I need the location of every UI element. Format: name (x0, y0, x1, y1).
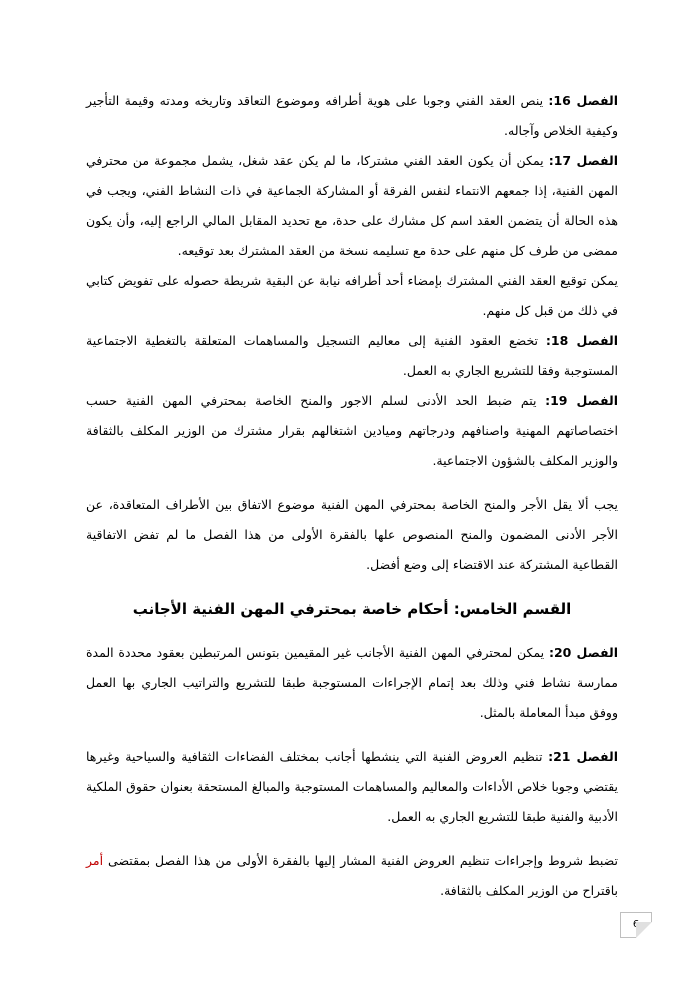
article-21-text: تنظيم العروض الفنية التي ينشطها أجانب بمختلف الفضاءات الثقافية والسياحية وغيرها يقتضي وجوبا خلاص الأداءات والمعاليم والمساهمات المستوجبة والمبالغ المستحقة بعنوان حقوق الملكية الأدبية والفنية طبقا للتشريع الجاري به العمل. (86, 749, 618, 824)
article-19 (86, 386, 618, 476)
article-21-label: الفصل 21: (548, 749, 618, 764)
article-19-text: يتم ضبط الحد الأدنى لسلم الاجور والمنح الخاصة بمحترفي المهن الفنية حسب اختصاصاتهم المهنية واصنافهم ودرجاتهم وميادين اشتغالهم بقرار مشترك من الوزير المكلف بالثقافة والوزير المكلف بالشؤون الاجتماعية. (86, 393, 618, 468)
section-heading: القسم الخامس: أحكام خاصة بمحترفي المهن الفنية الأجانب (132, 600, 572, 618)
decree-highlight: أمر (86, 853, 104, 868)
page-number: 6 (620, 912, 652, 938)
article-20-text: يمكن لمحترفي المهن الفنية الأجانب غير المقيمين بتونس المرتبطين بعقود محددة المدة ممارسة نشاط فني وذلك بعد إتمام الإجراءات المستوجبة طبقا للتشريع والتراتيب الجاري بها العمل ووفق مبدأ المعاملة بالمثل. (86, 645, 618, 720)
article-21-paragraph-2-after: باقتراح من الوزير المكلف بالثقافة. (440, 883, 618, 898)
article-19-label: الفصل 19: (545, 393, 618, 408)
article-17-paragraph-2 (86, 266, 618, 326)
article-16-text: ينص العقد الفني وجوبا على هوية أطرافه وموضوع التعاقد وتاريخه ومدته وقيمة التأجير وكيفية الخلاص وآجاله. (86, 93, 618, 138)
article-20-label: الفصل 20: (548, 645, 618, 660)
article-18-text: تخضع العقود الفنية إلى معاليم التسجيل والمساهمات المتعلقة بالتغطية الاجتماعية المستوجبة وفقا للتشريع الجاري به العمل. (86, 333, 618, 378)
article-17-paragraph-2-text: يمكن توقيع العقد الفني المشترك بإمضاء أحد أطرافه نيابة عن البقية شريطة حصوله على تفويض كتابي في ذلك من قبل كل منهم. (86, 273, 618, 318)
document-page (86, 86, 618, 906)
article-21-paragraph-2 (86, 846, 618, 906)
article-19-paragraph-2 (86, 490, 618, 580)
article-18-label: الفصل 18: (545, 333, 618, 348)
article-21-paragraph-2-before: تضبط شروط وإجراءات تنظيم العروض الفنية المشار إليها بالفقرة الأولى من هذا الفصل بمقتضى (103, 853, 618, 868)
article-16-label: الفصل 16: (548, 93, 618, 108)
article-18 (86, 326, 618, 386)
article-21 (86, 742, 618, 832)
article-19-paragraph-2-text: يجب ألا يقل الأجر والمنح الخاصة بمحترفي المهن الفنية موضوع الاتفاق بين الأطراف المتعاقدة، عن الأجر الأدنى المضمون والمنح المنصوص علها بالفقرة الأولى من هذا الفصل ما لم تفض الاتفاقية القطاعية المشتركة عند الاقتضاء إلى وضع أفضل. (86, 497, 618, 572)
article-20 (86, 638, 618, 728)
article-17 (86, 146, 618, 266)
article-16 (86, 86, 618, 146)
article-17-text: يمكن أن يكون العقد الفني مشتركا، ما لم يكن عقد شغل، يشمل مجموعة من محترفي المهن الفنية، إذا جمعهم الانتماء لنفس الفرقة أو المشاركة الجماعية في ذات النشاط الفني، ويجب في هذه الحالة أن يتضمن العقد اسم كل مشارك على حدة، مع تحديد المقابل المالي الراجع إليه، وأن يكون ممضى من طرف كل منهم على حدة مع تسليمه نسخة من العقد المشترك بعد توقيعه. (86, 153, 618, 258)
article-17-label: الفصل 17: (548, 153, 618, 168)
